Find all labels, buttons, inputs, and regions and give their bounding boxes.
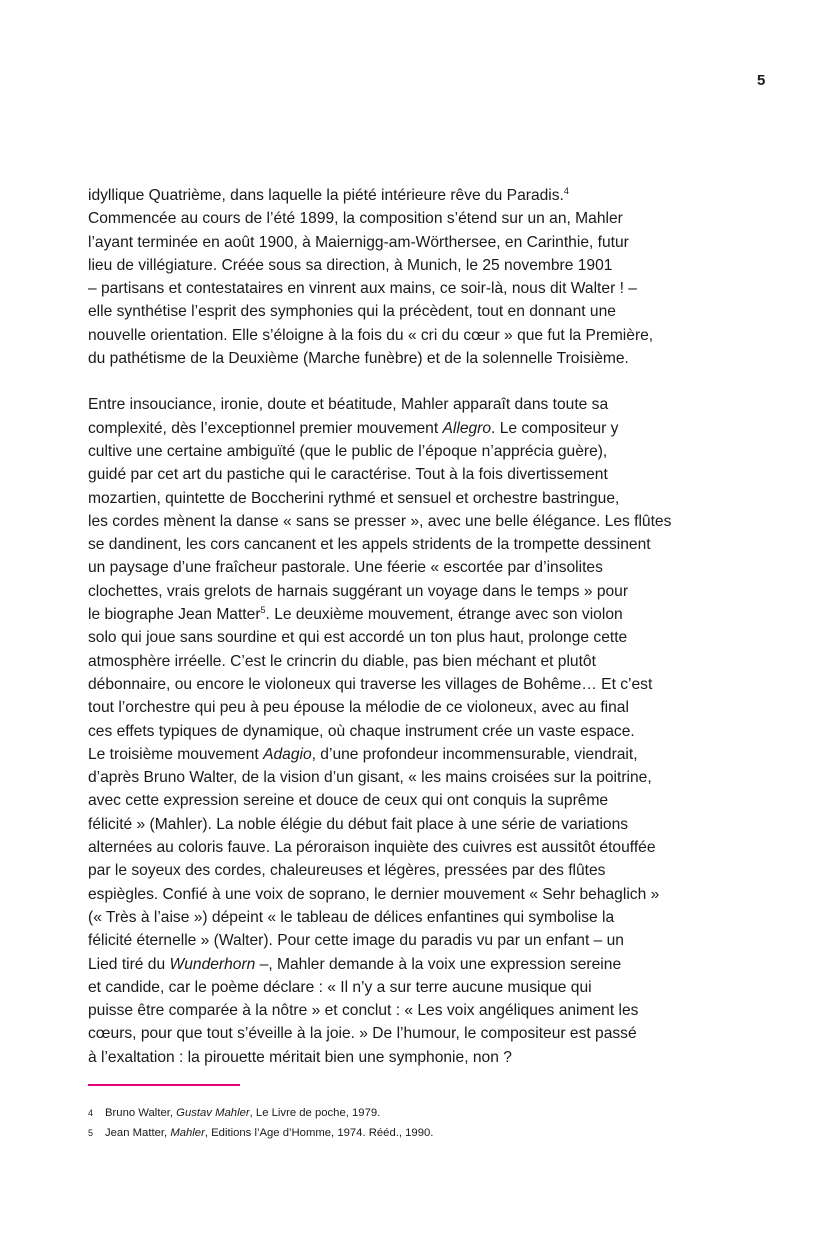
text-run: , Editions l’Age d’Homme, 1974. Rééd., 1990. [204,1127,434,1139]
body-text [88,184,740,1069]
footnote [88,1103,433,1123]
text-run: se dandinent, les cors cancanent et les appels stridents de la trompette dessinent [88,536,651,554]
text-run: complexité, dès l’exceptionnel premier mouvement [88,419,443,437]
italic-title: Wunderhorn [169,955,256,973]
text-run: elle synthétise l’esprit des symphonies qui la précèdent, tout en donnant une [88,303,616,321]
text-line [88,883,740,906]
text-run: félicité » (Mahler). La noble élégie du début fait place à une série de variations [88,815,629,833]
text-run: le biographe Jean Matter [88,606,261,624]
text-line [88,580,740,603]
text-run: nouvelle orientation. Elle s’éloigne à la fois du « cri du cœur » que fut la Première, [88,326,654,344]
footnote-number: 5 [88,1128,94,1138]
text-run: guidé par cet art du pastiche qui le caractérise. Tout à la fois divertissement [88,466,608,484]
text-run: du pathétisme de la Deuxième (Marche funèbre) et de la solennelle Troisième. [88,350,629,368]
text-line [88,650,740,673]
text-run: Commencée au cours de l’été 1899, la composition s’étend sur un an, Mahler [88,210,623,228]
text-run: , Le Livre de poche, 1979. [249,1107,381,1119]
text-line [88,859,740,882]
text-run: tout l’orchestre qui peu à peu épouse la mélodie de ce violoneux, avec au final [88,699,629,717]
text-line [88,1046,740,1069]
text-line [88,626,740,649]
text-run: atmosphère irréelle. C’est le crincrin du diable, pas bien méchant et plutôt [88,652,596,670]
text-run: Jean Matter, [105,1127,171,1139]
paragraph [88,184,740,370]
text-run: , d’une profondeur incommensurable, viendrait, [311,745,638,763]
text-run: l’ayant terminée en août 1900, à Maiernigg-am-Wörthersee, en Carinthie, futur [88,233,629,251]
text-line [88,696,740,719]
footnote-reference: 4 [563,185,569,196]
footnotes [88,1103,433,1143]
text-line [88,463,740,486]
text-run: puisse être comparée à la nôtre » et conclut : « Les voix angéliques animent les [88,1002,639,1020]
text-run: . Le compositeur y [491,419,619,437]
page-number: 5 [757,72,766,89]
text-run: un paysage d’une fraîcheur pastorale. Une féerie « escortée par d’insolites [88,559,603,577]
text-line [88,766,740,789]
text-run: cœurs, pour que tout s’éveille à la joie. » De l’humour, le compositeur est passé [88,1025,637,1043]
paragraph-gap [88,370,740,393]
text-line [88,789,740,812]
text-run: et candide, car le poème déclare : « Il n’y a sur terre aucune musique qui [88,978,592,996]
text-line [88,673,740,696]
text-run: –, Mahler demande à la voix une expression sereine [255,955,622,973]
text-line [88,393,740,416]
text-line [88,300,740,323]
footnote-number: 4 [88,1108,94,1118]
text-run: . Le deuxième mouvement, étrange avec son violon [265,606,623,624]
text-line [88,487,740,510]
italic-title: Adagio [263,745,312,763]
text-run: (« Très à l’aise ») dépeint « le tableau de délices enfantines qui symbolise la [88,908,615,926]
text-run: avec cette expression sereine et douce de ceux qui ont conquis la suprême [88,792,609,810]
text-line [88,510,740,533]
text-run: Bruno Walter, [105,1107,177,1119]
text-run: alternées au coloris fauve. La péroraison inquiète des cuivres est aussitôt étouffée [88,839,656,857]
text-line [88,440,740,463]
text-line [88,836,740,859]
text-run: d’après Bruno Walter, de la vision d’un gisant, « les mains croisées sur la poitrine, [88,769,652,787]
text-line [88,231,740,254]
text-line [88,603,740,626]
text-run: ces effets typiques de dynamique, où chaque instrument crée un vaste espace. [88,722,635,740]
text-run: clochettes, vrais grelots de harnais suggérant un voyage dans le temps » pour [88,582,629,600]
text-line [88,743,740,766]
text-line [88,184,740,207]
text-run: félicité éternelle » (Walter). Pour cette image du paradis vu par un enfant – un [88,932,624,950]
text-line [88,207,740,230]
paragraph [88,393,740,1069]
text-line [88,417,740,440]
text-run: – partisans et contestataires en vinrent aux mains, ce soir-là, nous dit Walter ! – [88,280,637,298]
text-run: mozartien, quintette de Boccherini rythmé et sensuel et orchestre bastringue, [88,489,620,507]
text-line [88,720,740,743]
text-line [88,533,740,556]
text-run: à l’exaltation : la pirouette méritait bien une symphonie, non ? [88,1048,512,1066]
footnote [88,1123,433,1143]
italic-title: Allegro [442,419,492,437]
text-run: par le soyeux des cordes, chaleureuses et légères, pressées par des flûtes [88,862,606,880]
text-run: cultive une certaine ambiguïté (que le public de l’époque n’apprécia guère), [88,442,608,460]
text-line [88,999,740,1022]
text-run: espiègles. Confié à une voix de soprano, le dernier mouvement « Sehr behaglich » [88,885,660,903]
text-run: Lied tiré du [88,955,170,973]
text-line [88,556,740,579]
italic-title: Gustav Mahler [176,1107,250,1119]
text-run: débonnaire, ou encore le violoneux qui traverse les villages de Bohême… Et c’est [88,675,653,693]
text-run: Entre insouciance, ironie, doute et béatitude, Mahler apparaît dans toute sa [88,396,609,414]
text-line [88,813,740,836]
text-line [88,347,740,370]
text-run: solo qui joue sans sourdine et qui est accordé un ton plus haut, prolonge cette [88,629,628,647]
text-run: les cordes mènent la danse « sans se presser », avec une belle élégance. Les flûtes [88,512,672,530]
text-run: lieu de villégiature. Créée sous sa direction, à Munich, le 25 novembre 1901 [88,256,613,274]
text-line [88,953,740,976]
text-line [88,906,740,929]
text-line [88,976,740,999]
text-line [88,324,740,347]
text-run: Le troisième mouvement [88,745,264,763]
footnote-reference: 5 [260,604,266,615]
text-line [88,254,740,277]
text-line [88,277,740,300]
footnote-rule [88,1084,240,1086]
text-line [88,929,740,952]
italic-title: Mahler [170,1127,205,1139]
text-run: idyllique Quatrième, dans laquelle la piété intérieure rêve du Paradis. [88,187,564,204]
text-line [88,1022,740,1045]
